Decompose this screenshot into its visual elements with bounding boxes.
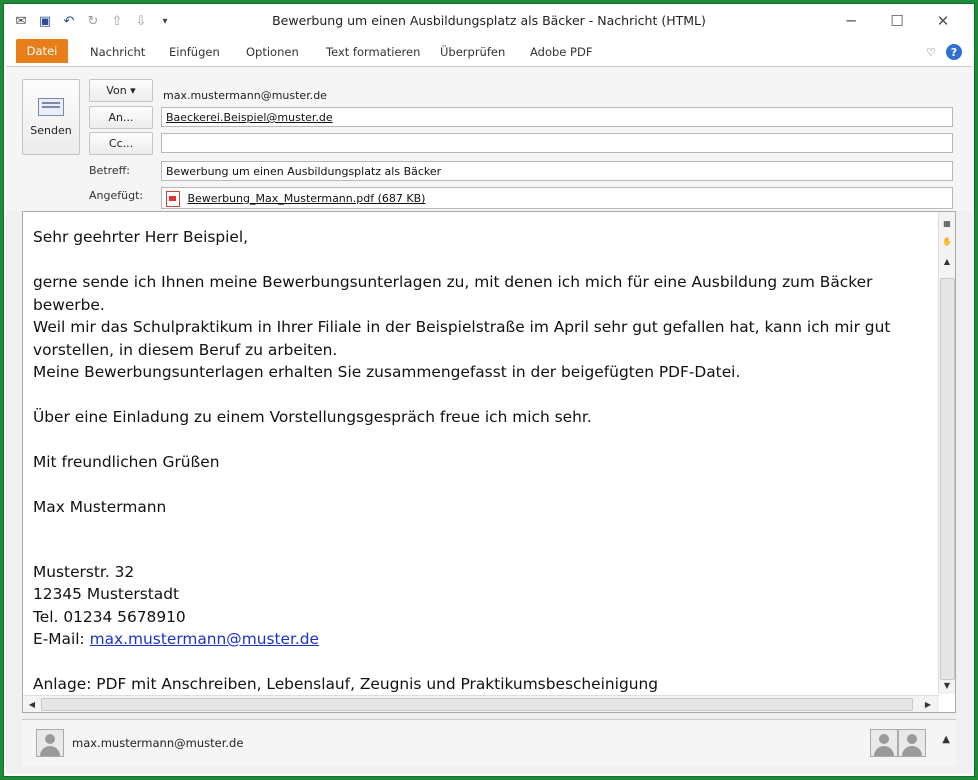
horizontal-scroll-thumb[interactable] [41,698,913,711]
ribbon-right-controls [926,44,962,60]
message-body-editor[interactable] [22,211,956,713]
closing: Mit freundlichen Grüßen [33,453,220,471]
from-button[interactable]: Von ▾ [89,79,153,102]
tab-options[interactable]: Optionen [246,45,299,59]
attachment-note: Anlage: PDF mit Anschreiben, Lebenslauf, Zeugnis und Praktikumsbescheinigung [33,675,658,693]
scroll-down-icon[interactable]: ▼ [943,681,951,690]
sender-avatar[interactable] [36,729,64,757]
attachment-field [161,187,953,209]
pdf-file-icon [166,191,180,207]
up-arrow-icon[interactable]: ⇧ [111,13,123,29]
tab-review[interactable]: Überprüfen [440,45,506,59]
subject-label: Betreff: [89,164,130,177]
attachment-link[interactable]: Bewerbung_Max_Mustermann.pdf (687 KB) [187,192,426,205]
tab-file[interactable]: Datei [16,39,68,63]
ribbon-tabs [6,36,972,67]
tab-message[interactable]: Nachricht [90,45,146,59]
save-icon[interactable]: ▣ [38,13,52,29]
title-bar [6,6,972,36]
invitation-line: Über eine Einladung zu einem Vorstellungsgespräch freue ich mich sehr. [33,408,592,426]
message-header [6,67,972,211]
body-line: Meine Bewerbungsunterlagen erhalten Sie zusammengefasst in der beigefügten PDF-Datei. [33,363,741,381]
message-window [6,6,972,774]
address-city: 12345 Musterstadt [33,585,180,603]
tab-insert[interactable]: Einfügen [169,45,220,59]
body-line: vorstellen, in diesem Beruf zu arbeiten. [33,340,338,359]
expand-people-pane-icon[interactable]: ▲ [942,734,950,745]
cc-field[interactable] [161,133,953,153]
vertical-scroll-thumb[interactable] [940,278,955,680]
scroll-up-icon[interactable]: ▲ [943,257,951,266]
email-line [33,628,913,651]
ribbon-collapse-icon[interactable]: ♡ [926,45,936,59]
down-arrow-icon[interactable]: ⇩ [135,13,147,29]
attached-label: Angefügt: [89,189,144,202]
help-icon[interactable]: ? [946,44,962,60]
cc-button[interactable]: Cc... [89,132,153,155]
send-envelope-icon [38,98,64,116]
scroll-left-icon[interactable]: ◀ [28,699,36,709]
message-body-text[interactable] [33,226,913,696]
window-title: Bewerbung um einen Ausbildungsplatz als Bäcker - Nachricht (HTML) [272,13,706,28]
contact-avatar[interactable] [870,729,898,757]
close-icon[interactable]: ✕ [936,12,950,30]
tab-format-text[interactable]: Text formatieren [326,45,421,59]
body-line: gerne sende ich Ihnen meine Bewerbungsunterlagen zu, mit denen ich mich für eine Ausbildung zum Bäcker bewerbe. [33,273,873,314]
email-link[interactable]: max.mustermann@muster.de [89,630,320,648]
body-line: Weil mir das Schulpraktikum in Ihrer Filiale in der Beispielstraße im April sehr gut gefallen hat, kann ich mir gut [33,318,891,336]
subject-field[interactable]: Bewerbung um einen Ausbildungsplatz als Bäcker [161,161,953,181]
window-controls [828,8,966,34]
send-label: Senden [30,124,72,137]
phone: Tel. 01234 5678910 [33,607,186,626]
tab-adobe-pdf[interactable]: Adobe PDF [530,45,593,59]
address-street: Musterstr. 32 [33,562,135,581]
redo-icon[interactable]: ↻ [87,13,99,29]
undo-icon[interactable]: ↶ [63,13,75,29]
minimize-icon[interactable]: ─ [846,12,856,30]
vertical-scrollbar[interactable] [938,212,955,694]
greeting: Sehr geehrter Herr Beispiel, [33,228,249,246]
horizontal-scrollbar[interactable] [23,695,939,712]
contact-avatar[interactable] [898,729,926,757]
from-value: max.mustermann@muster.de [163,89,327,102]
pan-hand-icon[interactable]: ✋ [942,237,952,246]
people-pane-name: max.mustermann@muster.de [72,736,244,750]
people-pane [22,719,956,766]
customize-toolbar-icon[interactable]: ▾ [162,15,168,27]
to-field[interactable] [161,107,953,127]
email-label: E-Mail: [33,630,90,648]
to-recipient[interactable]: Baeckerei.Beispiel@muster.de [166,111,333,124]
view-ruler-icon[interactable]: ▦ [943,219,951,228]
to-button[interactable]: An... [89,106,153,129]
signature-name: Max Mustermann [33,498,167,516]
maximize-icon[interactable]: ☐ [890,12,904,30]
scroll-right-icon[interactable]: ▶ [924,699,932,709]
outlook-app-icon[interactable]: ✉ [15,13,27,29]
send-button[interactable] [22,79,80,155]
